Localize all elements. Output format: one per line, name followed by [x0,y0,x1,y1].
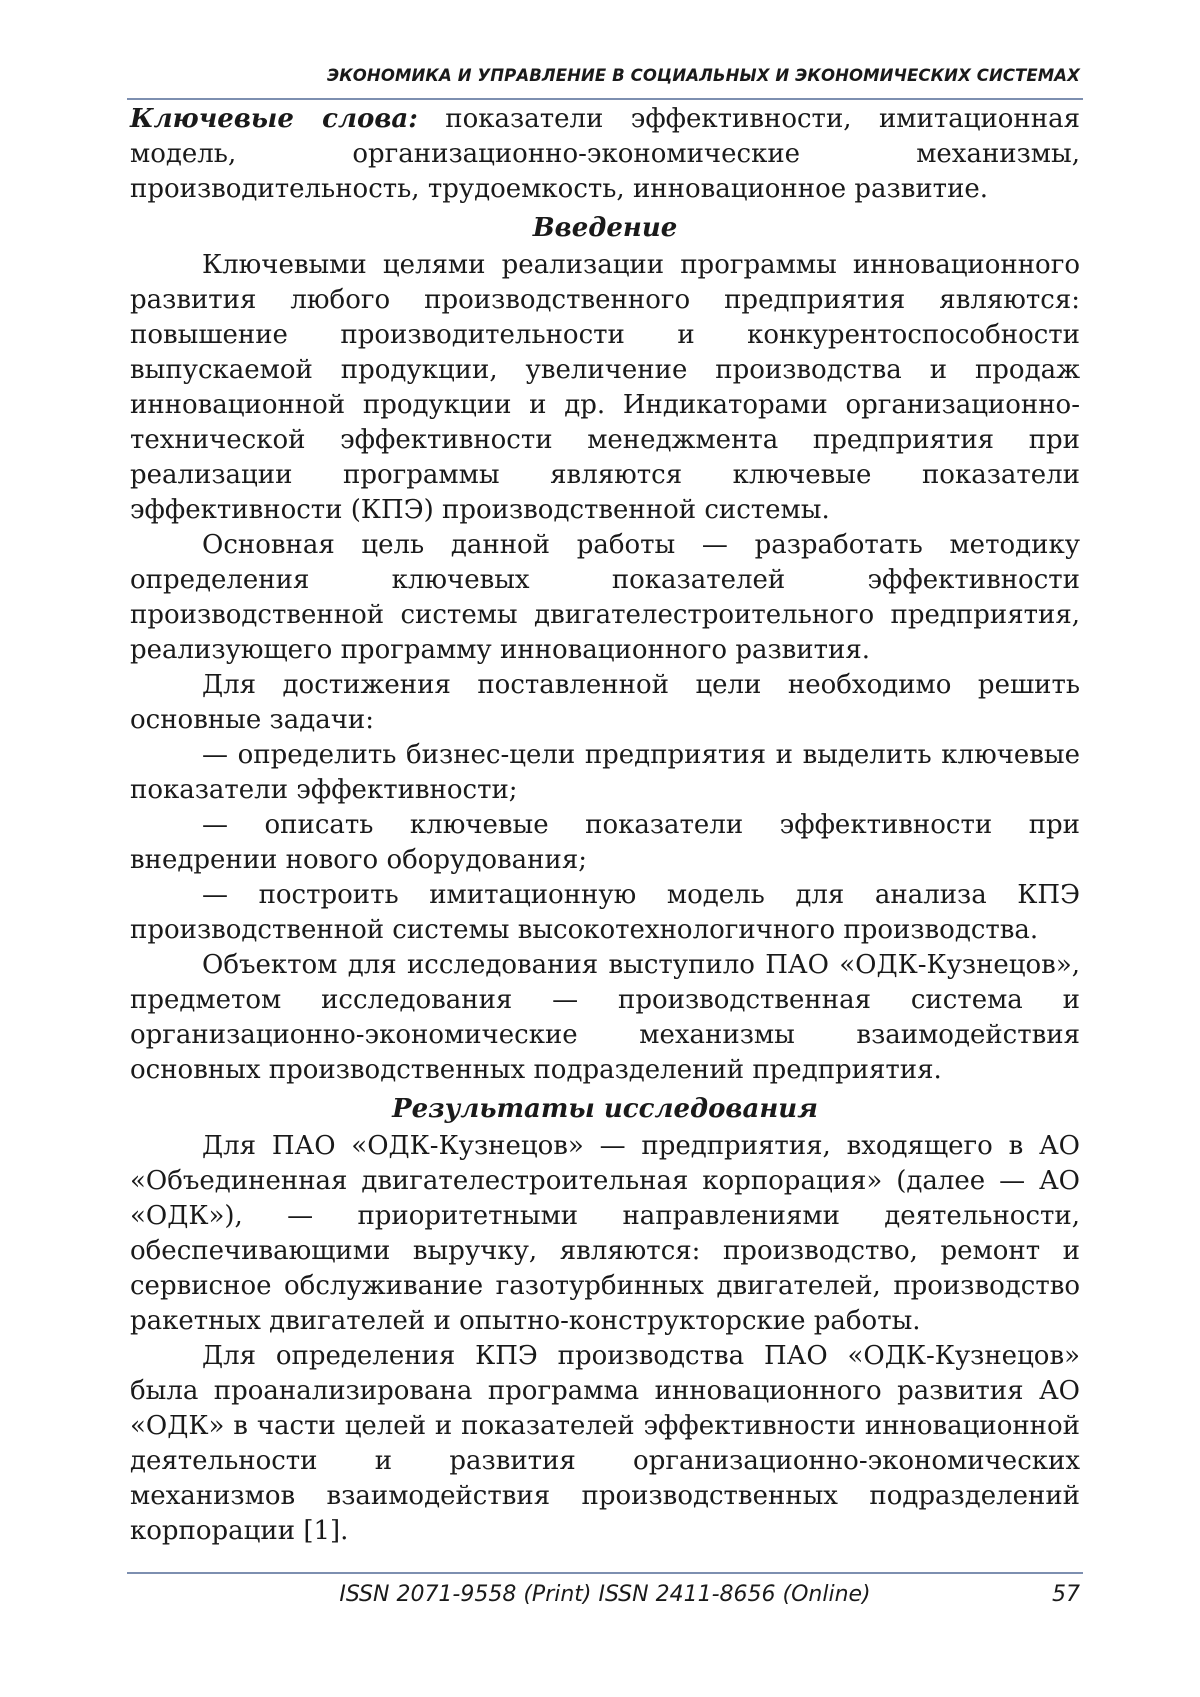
section-heading-introduction: Введение [130,211,1080,246]
results-paragraph: Для ПАО «ОДК-Кузнецов» — предприятия, входящего в АО «Объединенная двигателестроительная корпорация» (далее — АО «ОДК»), — приоритетными направлениями деятельности, обеспечивающими выручку, являются: производство, ремонт и сервисное обслуживание газотурбинных двигателей, производство ракетных двигателей и опытно-конструкторские работы. [130,1129,1080,1339]
task-list-item: — определить бизнес-цели предприятия и выделить ключевые показатели эффективности; [130,738,1080,808]
intro-paragraph: Ключевыми целями реализации программы инновационного развития любого производственного предприятия являются: повышение производительности и конкурентоспособности выпускаемой продукции, увеличение производства и продаж инновационной продукции и др. Индикаторами организационно-технической эффективности менеджмента предприятия при реализации программы являются ключевые показатели эффективности (КПЭ) производственной системы. [130,248,1080,528]
page-footer [130,1582,1080,1614]
header-divider [127,98,1083,100]
results-paragraph: Для определения КПЭ производства ПАО «ОДК-Кузнецов» была проанализирована программа инновационного развития АО «ОДК» в части целей и показателей эффективности инновационной деятельности и развития организационно-экономических механизмов взаимодействия производственных подразделений корпорации [1]. [130,1339,1080,1549]
intro-paragraph: Для достижения поставленной цели необходимо решить основные задачи: [130,668,1080,738]
keywords-label: Ключевые слова: [130,104,418,134]
intro-paragraph: Объектом для исследования выступило ПАО «ОДК-Кузнецов», предметом исследования — производственная система и организационно-экономические механизмы взаимодействия основных производственных подразделений предприятия. [130,948,1080,1088]
running-header: ЭКОНОМИКА И УПРАВЛЕНИЕ В СОЦИАЛЬНЫХ И ЭКОНОМИЧЕСКИХ СИСТЕМАХ [130,66,1080,85]
task-list-item: — построить имитационную модель для анализа КПЭ производственной системы высокотехнологичного производства. [130,878,1080,948]
keywords-text: показатели эффективности, имитационная модель, организационно-экономические механизмы, производительность, трудоемкость, инновационное развитие. [130,104,1080,204]
article-body [130,102,1080,1549]
keywords-paragraph [130,102,1080,207]
section-heading-results: Результаты исследования [130,1092,1080,1127]
footer-divider [127,1572,1083,1574]
journal-page [130,0,1080,1697]
page-number: 57 [1052,1582,1080,1607]
intro-paragraph: Основная цель данной работы — разработать методику определения ключевых показателей эффективности производственной системы двигателестроительного предприятия, реализующего программу инновационного развития. [130,528,1080,668]
task-list-item: — описать ключевые показатели эффективности при внедрении нового оборудования; [130,808,1080,878]
issn-line: ISSN 2071-9558 (Print) ISSN 2411-8656 (Online) [130,1582,1080,1607]
